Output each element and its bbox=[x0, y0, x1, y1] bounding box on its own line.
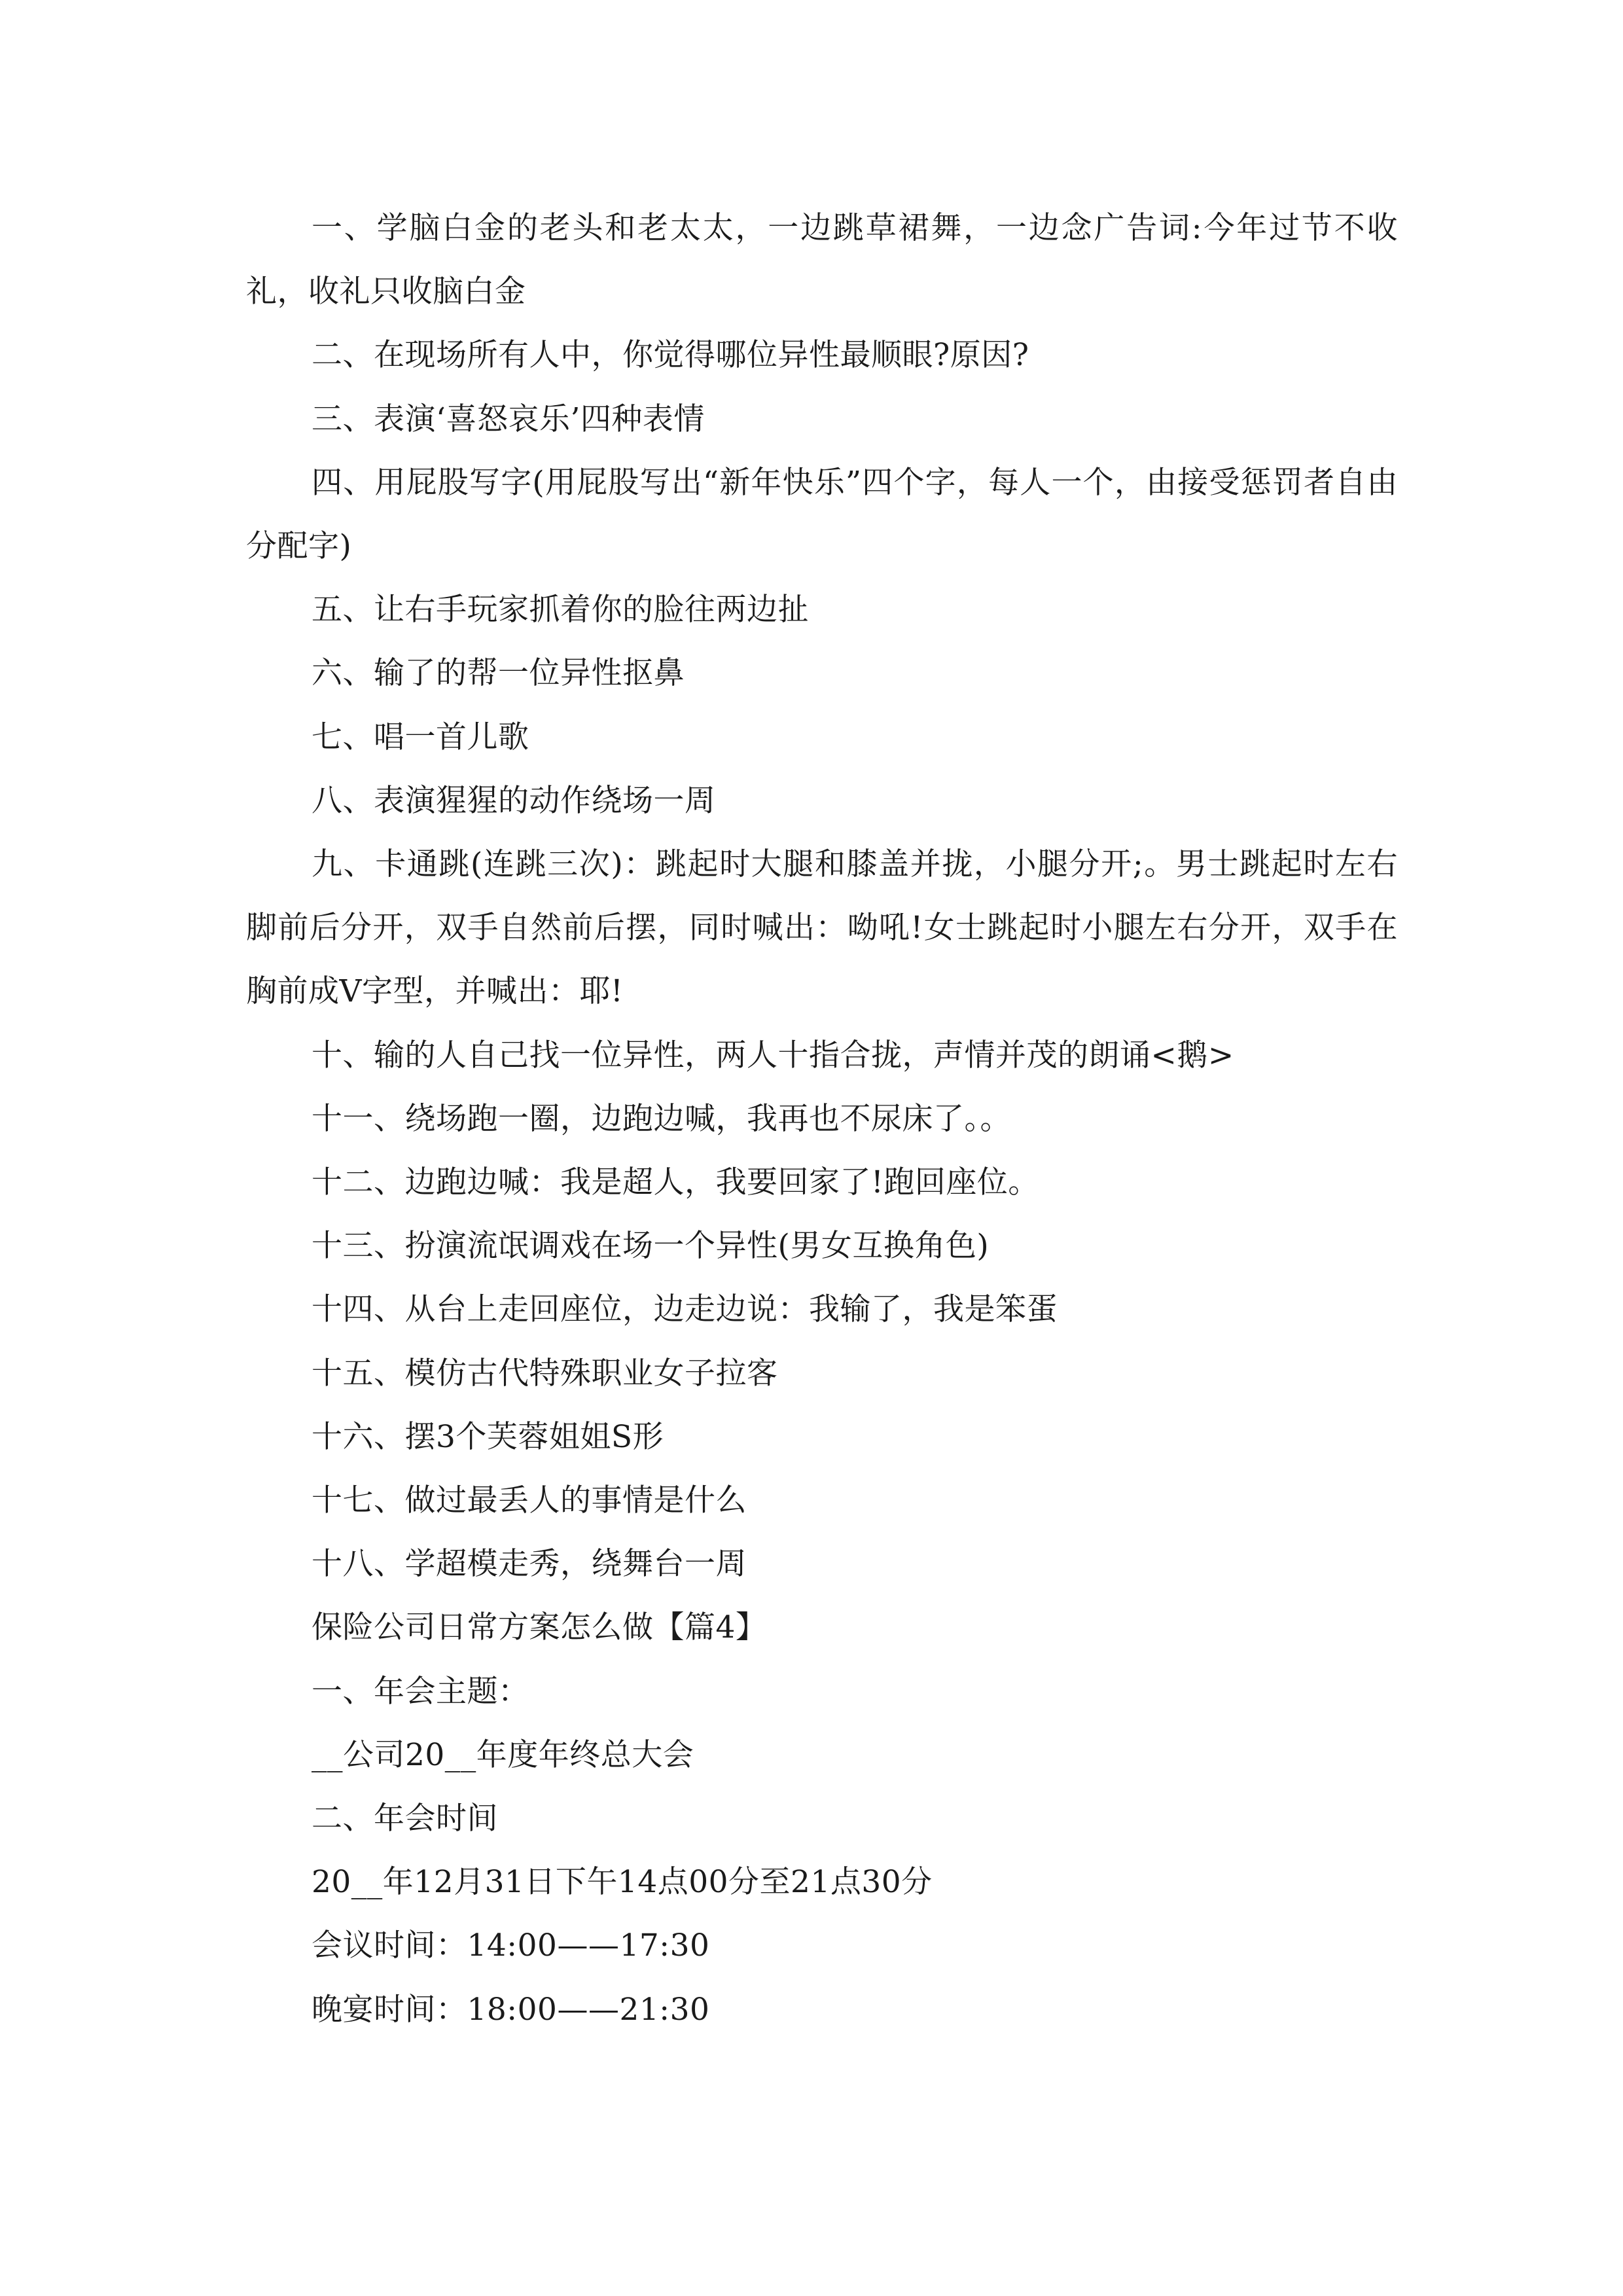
paragraph-11: 十一、绕场跑一圈，边跑边喊，我再也不尿床了。。 bbox=[312, 1100, 1011, 1137]
paragraph-18: 十八、学超模走秀，绕舞台一周 bbox=[312, 1546, 747, 1583]
paragraph-9: 九、卡通跳(连跳三次)：跳起时大腿和膝盖并拢，小腿分开;。男士跳起时左右脚前后分开，双手自然前后摆，同时喊出：呦吼!女士跳起时小腿左右分开，双手在胸前成V字型，并喊出：耶! bbox=[246, 846, 1398, 1010]
paragraph-13: 十三、扮演流氓调戏在场一个异性(男女互换角色) bbox=[312, 1228, 990, 1265]
section-heading: 保险公司日常方案怎么做【篇4】 bbox=[312, 1609, 767, 1646]
paragraph-17: 十七、做过最丢人的事情是什么 bbox=[312, 1482, 747, 1519]
paragraph-3: 三、表演‘喜怒哀乐’四种表情 bbox=[312, 401, 705, 437]
paragraph-5: 五、让右手玩家抓着你的脸往两边扯 bbox=[312, 592, 809, 628]
paragraph-1: 一、学脑白金的老头和老太太，一边跳草裙舞，一边念广告词:今年过节不收礼，收礼只收脑白金 bbox=[246, 210, 1398, 310]
paragraph-4: 四、用屁股写字(用屁股写出“新年快乐”四个字，每人一个，由接受惩罚者自由分配字) bbox=[246, 464, 1398, 565]
paragraph-7: 七、唱一首儿歌 bbox=[312, 719, 529, 755]
paragraph-2: 二、在现场所有人中，你觉得哪位异性最顺眼?原因? bbox=[312, 337, 1029, 374]
paragraph-theme: __公司20__年度年终总大会 bbox=[312, 1736, 694, 1773]
paragraph-10: 十、输的人自己找一位异性，两人十指合拢，声情并茂的朗诵<鹅> bbox=[312, 1037, 1234, 1073]
paragraph-time-heading: 二、年会时间 bbox=[312, 1801, 498, 1837]
paragraph-date: 20__年12月31日下午14点00分至21点30分 bbox=[312, 1864, 933, 1901]
paragraph-banquet-time: 晚宴时间：18:00——21:30 bbox=[312, 1991, 710, 2028]
paragraph-meeting-time: 会议时间：14:00——17:30 bbox=[312, 1928, 710, 1964]
paragraph-6: 六、输了的帮一位异性抠鼻 bbox=[312, 655, 685, 692]
paragraph-8: 八、表演猩猩的动作绕场一周 bbox=[312, 782, 716, 819]
paragraph-theme-heading: 一、年会主题： bbox=[312, 1673, 529, 1710]
paragraph-14: 十四、从台上走回座位，边走边说：我输了，我是笨蛋 bbox=[312, 1291, 1058, 1328]
paragraph-12: 十二、边跑边喊：我是超人，我要回家了!跑回座位。 bbox=[312, 1164, 1039, 1201]
paragraph-15: 十五、模仿古代特殊职业女子拉客 bbox=[312, 1355, 778, 1391]
paragraph-16: 十六、摆3个芙蓉姐姐S形 bbox=[312, 1418, 664, 1455]
document-body bbox=[246, 196, 1398, 2041]
